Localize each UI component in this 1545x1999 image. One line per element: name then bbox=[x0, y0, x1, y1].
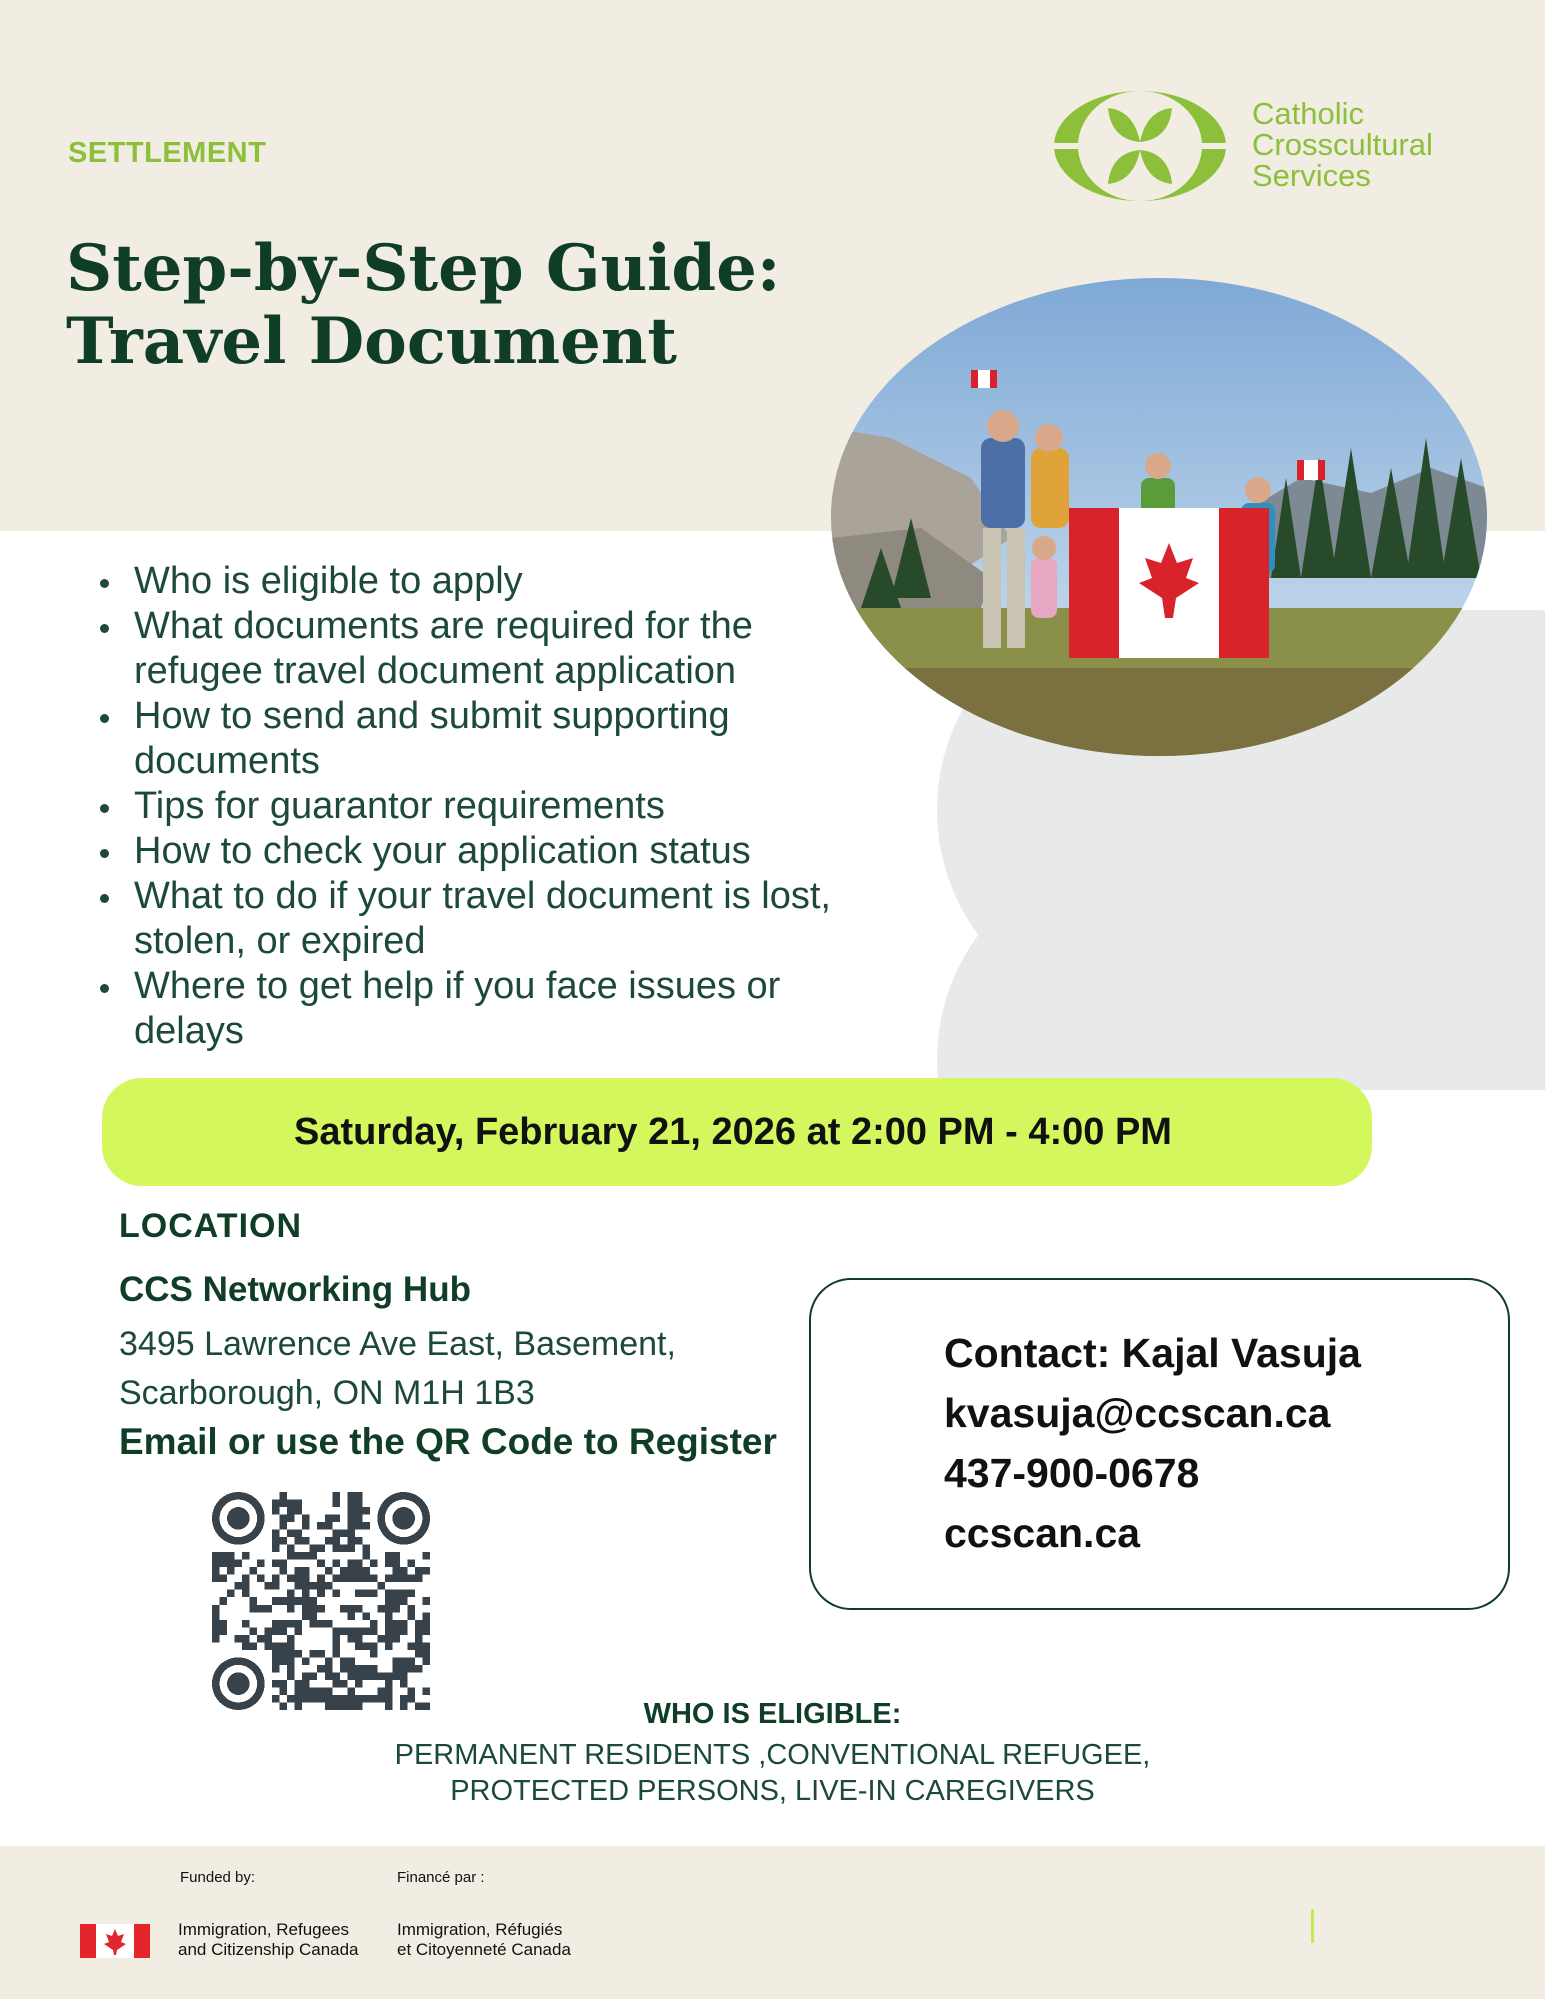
logo-line-3: Services bbox=[1252, 158, 1371, 193]
department-name-fr bbox=[397, 1920, 571, 1960]
eligibility-heading: WHO IS ELIGIBLE: bbox=[643, 1698, 902, 1730]
funded-by-label: Funded by: bbox=[180, 1869, 256, 1886]
category-label: SETTLEMENT bbox=[68, 137, 267, 169]
topic-item: Where to get help if you face issues or delays bbox=[92, 964, 852, 1054]
department-name-en bbox=[178, 1920, 359, 1960]
dept-en-line-2: and Citizenship Canada bbox=[178, 1940, 359, 1959]
finance-par-label: Financé par : bbox=[397, 1869, 485, 1886]
event-date-banner bbox=[102, 1078, 1372, 1186]
contact-phone[interactable]: 437-900-0678 bbox=[944, 1450, 1200, 1496]
register-instruction: Email or use the QR Code to Register bbox=[119, 1421, 777, 1462]
accent-divider bbox=[1311, 1909, 1314, 1943]
contact-email-link[interactable]: kvasuja@ccscan.ca bbox=[944, 1390, 1331, 1436]
contact-name: Contact: Kajal Vasuja bbox=[944, 1330, 1361, 1376]
logo-line-1: Catholic bbox=[1252, 96, 1364, 131]
contact-website-link[interactable]: ccscan.ca bbox=[944, 1510, 1141, 1556]
contact-details bbox=[944, 1323, 1361, 1563]
ccs-logo-icon bbox=[1050, 88, 1230, 204]
location-heading: LOCATION bbox=[119, 1207, 303, 1245]
topics-list bbox=[92, 559, 852, 1054]
venue-address bbox=[119, 1320, 676, 1418]
venue-name: CCS Networking Hub bbox=[119, 1270, 471, 1309]
logo-line-2: Crosscultural bbox=[1252, 127, 1433, 162]
topic-item: How to send and submit supporting documents bbox=[92, 694, 852, 784]
topic-item: What documents are required for the refugee travel document application bbox=[92, 604, 852, 694]
topic-item: Who is eligible to apply bbox=[92, 559, 852, 604]
eligibility-line-1: PERMANENT RESIDENTS ,CONVENTIONAL REFUGEE, bbox=[394, 1739, 1151, 1771]
page-title bbox=[66, 232, 780, 378]
ccs-logo-text bbox=[1252, 98, 1433, 191]
topic-item: What to do if your travel document is lost, stolen, or expired bbox=[92, 874, 852, 964]
event-datetime: Saturday, February 21, 2026 at 2:00 PM - 4:00 PM bbox=[294, 1110, 1172, 1153]
dept-fr-line-1: Immigration, Réfugiés bbox=[397, 1920, 563, 1939]
topic-item: How to check your application status bbox=[92, 829, 852, 874]
canada-flag-icon bbox=[80, 1924, 150, 1958]
address-line-2: Scarborough, ON M1H 1B3 bbox=[119, 1374, 535, 1412]
eligibility-line-2: PROTECTED PERSONS, LIVE-IN CAREGIVERS bbox=[450, 1775, 1095, 1807]
eligibility-section bbox=[0, 1698, 1545, 1809]
dept-fr-line-2: et Citoyenneté Canada bbox=[397, 1940, 571, 1959]
title-line-2: Travel Document bbox=[66, 304, 677, 379]
topic-item: Tips for guarantor requirements bbox=[92, 784, 852, 829]
family-with-canada-flag-photo bbox=[831, 278, 1487, 756]
registration-qr-code[interactable] bbox=[212, 1492, 430, 1710]
title-line-1: Step-by-Step Guide: bbox=[66, 231, 781, 306]
address-line-1: 3495 Lawrence Ave East, Basement, bbox=[119, 1325, 676, 1363]
dept-en-line-1: Immigration, Refugees bbox=[178, 1920, 350, 1939]
